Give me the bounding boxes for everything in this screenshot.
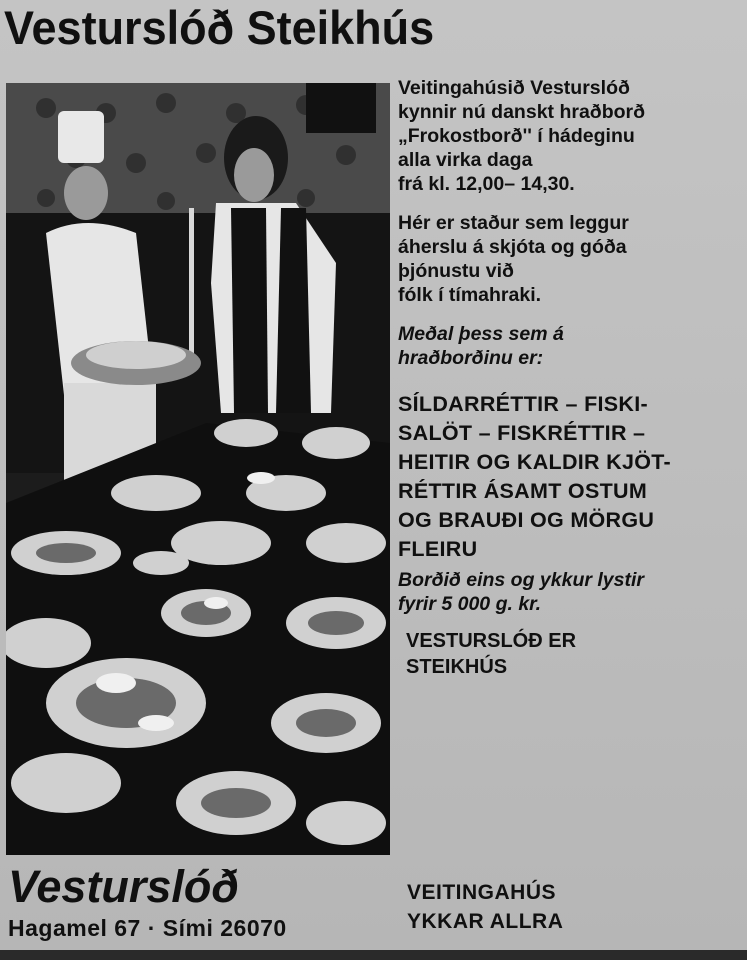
buffet-intro-line: Meðal þess sem á (398, 323, 564, 345)
intro-line: alla virka daga (398, 149, 533, 171)
brand-logo-text: Vesturslóð (8, 861, 239, 912)
service-line: Hér er staður sem leggur (398, 212, 629, 234)
intro-line: kynnir nú danskt hraðborð (398, 101, 646, 123)
ad-text-column (398, 76, 743, 680)
menu-line: SÍLDARRÉTTIR – FISKI- (398, 392, 648, 416)
bottom-border (0, 950, 747, 960)
slogan-line: VEITINGAHÚS (407, 881, 557, 904)
menu-line: SALÖT – FISKRÉTTIR – (398, 421, 646, 445)
intro-line: „Frokostborð'' í hádeginu (398, 125, 635, 147)
service-line: þjónustu við (398, 260, 514, 282)
ad-title: Vesturslóð Steikhús (4, 0, 435, 55)
menu-line: HEITIR OG KALDIR KJÖT- (398, 450, 671, 474)
menu-line: RÉTTIR ÁSAMT OSTUM (398, 479, 648, 503)
service-line: áherslu á skjóta og góða (398, 236, 627, 258)
buffet-photo (6, 83, 390, 855)
price-line: fyrir 5 000 g. kr. (398, 593, 542, 615)
price-line: Borðið eins og ykkur lystir (398, 569, 644, 591)
service-line: fólk í tímahraki. (398, 284, 542, 306)
steakhouse-line: VESTURSLÓÐ ER (406, 630, 577, 652)
slogan-line: YKKAR ALLRA (407, 910, 564, 933)
intro-line: Veitingahúsið Vesturslóð (398, 77, 630, 99)
buffet-photo-illustration (6, 83, 390, 855)
opening-hours: frá kl. 12,00– 14,30. (398, 173, 575, 195)
menu-line: OG BRAUÐI OG MÖRGU (398, 508, 655, 532)
slogan (407, 878, 563, 936)
buffet-intro-line: hraðborðinu er: (398, 347, 544, 369)
steakhouse-line: STEIKHÚS (406, 656, 508, 678)
address-phone: Hagamel 67 · Sími 26070 (8, 915, 287, 941)
menu-line: FLEIRU (398, 537, 478, 561)
